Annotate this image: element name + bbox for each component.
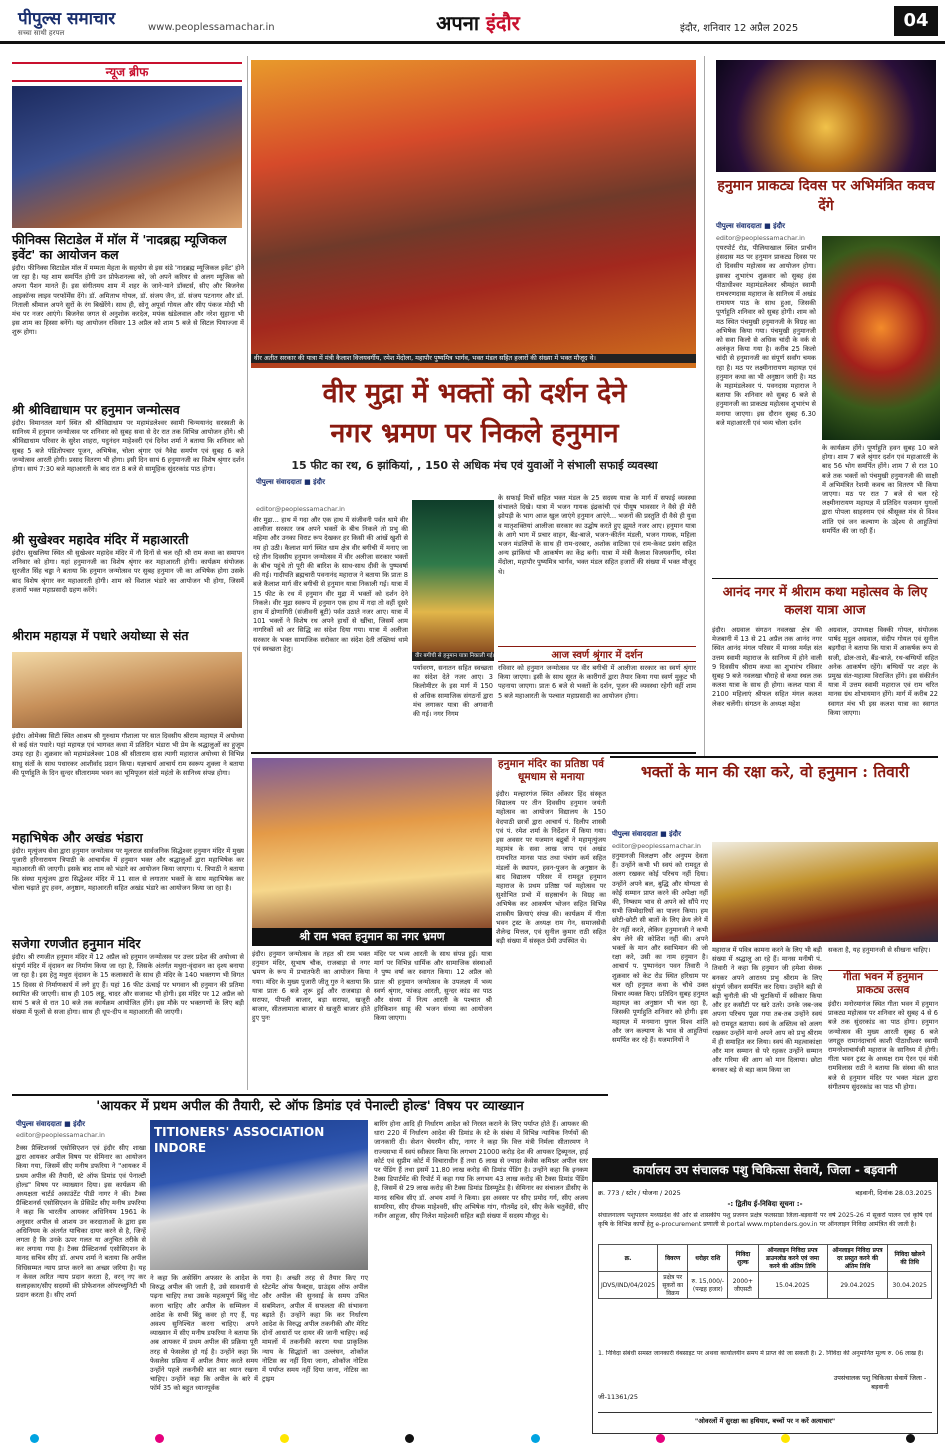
brief-body: इंदौर। ओमेक्स सिटी स्थित आश्रम श्री गुरुधाम गौशाला पर सात दिवसीय श्रीराम महायज्ञ में अयोध्या से कई संत पधारे। यहां महायज्ञ एवं भागवत कथा में प्रतिदिन भंडारा भी प्रेम के श्रद्धालुओं का हुजूम उमड़ रहा है। शुक्रवार को महामंडलेश्वर 108 श्री सीताराम दास त्यागी महाराज अयोध्या से विभिन्न साधु संतों के साथ पधारकर आशीर्वाद प्रदान किया। यज्ञाचार्य आचार्य राम स्वरूप शुक्ला ने बताया की पूर्णाहुति के दिन सुन्दर सीतारामम भवन का भूमिपूजन संतो महंतो के सानिध्य संपन्न होगा। — [12, 732, 244, 777]
section-divider — [251, 752, 696, 754]
byline: पीपुल्स संवाददाता ■ इंदौर — [256, 478, 325, 486]
table-cell: रु. 15,000/- (पन्द्रह हजार) — [688, 1272, 728, 1299]
tender-intro: संचालनालय पशुपालन मध्यप्रदेश की ओर से शासकीय पशु प्रजनन प्रक्षेत्र फलसाडा जिला-बड़वानी पर वर्ष 2025-26 में सूकरों पालन एवं कृषि एवं कृषि के विभिन्न कार्यों हेतु e-procurement प्रणाली से portal www.mptenders.gov.in पर ऑनलाइन निविदा आमंत्रित की जाती है। — [598, 1212, 932, 1228]
brief-item — [12, 628, 244, 643]
pratistha-headline: हनुमान मंदिर का प्रतिष्ठा पर्व धूमधाम से मनाया — [498, 758, 604, 783]
header-cell: ऑनलाइन निविदा प्रपत्र दर प्रस्तुत करने की अंतिम तिथि — [827, 1245, 888, 1272]
tiwari-body-c: सकता है, यह हनुमानजी से सीखना चाहिए। — [828, 946, 931, 954]
gita-body: इंदौर। मनोरमागंज स्थित गीता भवन में हनुमान प्राकट्य महोत्सव पर शनिवार को सुबह 4 से 6 बजे तक सुंदरकांड का पाठ होगा। हनुमान जन्मोत्सव की मुख्य आरती सुबह 6 बजे जगद्गुरु रामानंदाचार्य काशी पीठाधीश्वर स्वामी रामनरेशाचार्यजी महाराज के सानिध्य में होगी। गीता भवन ट्रस्ट के अध्यक्ष राम ऐरन एवं मंत्री रामविलास राठी ने बताया कि संस्था की सात बजे से हनुमान मंदिर पर भक्त मंडल द्वारा संगीतमय सुंदरकांड का पाठ भी होगा। — [828, 1000, 938, 1091]
brief-headline: महाभिषेक और अखंड भंडारा — [12, 830, 143, 845]
kalash-body: इंदौर। अग्रवाल संगठन नवलखा क्षेत्र की मेजबानी में 13 से 21 अप्रैल तक आनंद नगर स्थित आनंद मंगल परिसर में मानस मर्मज्ञ संत उत्तम स्वामी महाराज के सानिध्य में होने वाली 9 दिवसीय श्रीराम कथा का शुभारंभ रविवार सुबह 9 बजे नवलखा चौराहे से कथा स्थल तक कलश यात्रा के साथ ही होगा। कलश यात्रा में 2100 महिलाएं श्रीफल सहित मंगल कलश लेकर चलेंगी। संगठन के अध्यक्ष महेश — [712, 626, 822, 708]
lead-subhead-2: आज स्वर्ण श्रृंगार में दर्शन — [498, 646, 696, 662]
tiwari-body-b: महाराज में पवित्र कामना करने के लिए भी बड़ी संख्या में श्रद्धालु आ रहे हैं। मानस मनीषी पं. तिवारी ने कहा कि हनुमान जी हमेशा सेवक बनकर अपने आराध्य प्रभु श्रीराम के लिए संपूर्ण जीवन समर्पित कर दिया। उन्होंने बड़ी से बड़ी चुनौती की भी चुटकियों में स्वीकार किया और हर कसौटी पर खरे उतरे। उनके जब-जब अपना परिचय पूछा गया तब-तब उन्होंने स्वयं को रामदूत बताया। स्वयं के अस्तित्व को अलग रखकर उन्होंने मानो अपने आप को प्रभु श्रीराम में ही समाहित कर लिया। स्वयं की महत्वाकांक्षा और मान सम्मान से परे रहकर उन्होंने सम्मान और गरिमा की आग को मान दिलाया। छोटा बनकर बड़े से बड़ा काम किया जा — [712, 946, 822, 1074]
association-banner: TITIONERS' ASSOCIATION INDORE — [154, 1125, 325, 1155]
column-rule — [247, 56, 248, 1090]
header-cell: ऑनलाइन निविदा प्रपत्र डाउनलोड करने एवं जमा करने की अंतिम तिथि — [758, 1245, 827, 1272]
lead-headline-line-1: वीर मुद्रा में भक्तों को दर्शन देने — [322, 378, 627, 409]
lead-headline-line-2: नगर भ्रमण पर निकले हनुमान — [330, 418, 619, 449]
byline: पीपुल्स संवाददाता ■ इंदौर — [612, 830, 681, 838]
brief-body: इंदौर। विमानतल मार्ग स्थित श्री श्रीविद्याधाम पर महामंडलेश्वर स्वामी चिन्मयानंद सरस्वती के सानिध्य में हनुमान जन्मोत्सव पर शनिवार को सुबह सवा से देर रात तक विभिन्न आयोजन होंगे। श्री श्रीविद्याधाम परिवार के सुरेश शाहरा, यदुनंदन माहेश्वरी एवं दिनेश शर्मा ने बताया कि शनिवार को सुबह 5 बजे पंडितोपचार पूजन, अभिषेक, चोला श्रृंगार एवं नैवेद्य समर्पण एवं सुबह 6 बजे जन्मोत्सव आरती होगी। प्रसाद वितरण भी होगा। इसी दिन सायं 6 हनुमानजी का विशेष श्रृंगार दर्शन होगा। सायं 7:30 बजे महाआरती के बाद रात 8 बजे से सामूहिक सुंदरकांड पाठ होगा। — [12, 419, 244, 474]
table-cell: 29.04.2025 — [827, 1272, 888, 1299]
kavach-headline: हनुमान प्राकट्य दिवस पर अभिमंत्रित कवच देंगे — [717, 178, 935, 214]
pratistha-body: इंदौर। मल्हारगंज स्थित ओंकार हिंद संस्कृत विद्यालय पर तीन दिवसीय हनुमान जयंती महोत्सव का आयोजन विद्यालय के 150 वेदपाठी छात्रों द्वारा आचार्य पं. दिलीप शास्त्री एवं पं. रमेश शर्मा के निर्देशन में किया गया। इस अवसर पर यजमान बद्रुबों ने महामृत्युंजय महामंत्र के सवा लाख जाप एवं अखंड रामचरित मानस पाठ तथा पंचांग कर्म सहित मंडलों के स्थापन, हवन-पूजन के अनुष्ठान के बाद विद्यालय परिसर में रामदूत हनुमान महाराज के प्रथम प्रतिष्ठा पर्व महोत्सव पर सुशोभित प्रभो में सहस्रार्चन के विग्रह का अभिषेक कर आकर्षण भोजन सहित विभिन्न शास्त्रीय क्रियाएं संपन्न की। कार्यक्रम में गीता भवन ट्रस्ट के अध्यक्ष राम गेन, समाजसेवी शैलेन्द्र मित्तल, एवं सुनील कुमार राठी सहित बड़ी संख्या में संस्कृत प्रेमी उपस्थित थे। — [496, 790, 606, 946]
tender-slogan: "ओवरलों में सुरक्षा का हथियार, बच्चों पर न करें अत्याचार" — [598, 1412, 932, 1425]
kavach-body: एयरपोर्ट रोड, पीलियाखाल स्थित प्राचीन हंसदास मठ पर हनुमान प्राकट्य दिवस पर दो दिवसीय महोत्सव का आयोजन होगा। इसका शुभारंभ शुक्रवार को सुबह हंस पीठाधीश्वर महामंडलेश्वर श्रीमहंत स्वामी रामचरणदास महाराज के सानिध्य में अखंड रामायण पाठ के साथ हुआ, जिसकी पूर्णाहुति शनिवार को सुबह होगी। शाम को मठ स्थित पंचमुखी हनुमानजी के विग्रह का अभिषेक किया गया। पंचमुखी हनुमानजी को सवा किलो से अधिक चांदी के वर्क से अलंकृत किया गया है। करीब 25 किलो चांदी से हनुमानजी का संपूर्ण सर्वांग चमक रहा है। मठ पर लक्ष्मीनारायण महायज्ञ एवं हनुमान कथा का भी अनुष्ठान जारी है। मठ के महामंडलेश्वर पं. पवनदास महाराज ने बताया कि शनिवार को सुबह 6 बजे से हनुमानजी का प्राकट्य महोत्सव शुभारंभ से मनाया जाएगा। इस दौरान सुबह 6.30 बजे महाआरती एवं भव्य चोला दर्शन — [716, 244, 816, 427]
news-brief-header: न्यूज ब्रीफ — [12, 62, 242, 82]
tender-title: कार्यालय उप संचालक पशु चिकित्सा सेवायें, जिला - बड़वानी — [592, 1158, 938, 1182]
header-cell: निविदा शुल्क — [728, 1245, 758, 1272]
header-cell: क्र. — [599, 1245, 658, 1272]
column-rule — [704, 56, 705, 756]
cyan-dot — [30, 1434, 39, 1443]
page-number: 04 — [894, 6, 938, 36]
tender-refline — [598, 1188, 932, 1197]
tiwari-body: हनुमानजी विलक्षण और अनुपम देवता हैं। उन्होंने कभी भी स्वयं को रामदूत से अलग रखकर कोई परिचय नहीं दिया। उन्होंने अपने बल, बुद्धि और योग्यता से कोई सम्मान प्राप्त करने की अपेक्षा नहीं की, निष्काम भाव से अपने को सौंपे गए सभी जिम्मेदारियों का पालन किया। हम छोटी-छोटी सी बातों के लिए क्रेय लेने में देर नहीं करते, लेकिन हनुमानजी ने कभी श्रेय लेने की कोशिश नहीं की। अपने भक्तों के मान और स्वाभिमान की जो रक्षा करे, उसी का नाम हनुमान है। आचार्य प. पुष्पानंदन पवन तिवारी ने शुक्रवार को केट रोड स्थित हरिधाम पर चल रही हनुमत कथा के चौथे उक्त विचार व्यक्त किए। प्रतिदिन सुबह हनुमत महायज्ञ का अनुष्ठान भी चल रहा है, जिसकी पूर्णाहुति शनिवार को होगी। इस महायज्ञ में मनमाना युगल विश्व शांति और जन कल्याण के भाव से आहुतियां समर्पित कर रहे हैं। यजमानियों ने — [612, 852, 708, 1045]
tender-ref: क्र. 773 / स्टोर / योजना / 2025 — [598, 1189, 681, 1197]
lead-byline-box — [256, 478, 406, 487]
table-row — [599, 1272, 932, 1299]
email-link[interactable]: editor@peoplessamachar.in — [16, 1131, 105, 1139]
kalash-headline: आनंद नगर में श्रीराम कथा महोत्सव के लिए कलश यात्रा आज — [722, 585, 928, 618]
table-cell: JDVS/IND/04/2025 — [599, 1272, 658, 1299]
kavach-body-b: के कार्यक्रम होंगे। पूर्णाहुति हवन सुबह 10 बजे होगा। शाम 7 बजे श्रृंगार दर्शन एवं महाआरती के बाद 56 भोग समर्पित होंगे। शाम 7 से रात 10 बजे तक भक्तों को पंचमुखी हनुमानजी की साक्षी में अभिमंत्रित रेशमी कवच का वितरण भी किया जाएगा। मठ पर रात 7 बजे से चल रहे लक्ष्मीनारायण महायज्ञ में प्रतिदिन यजमान युगलों द्वारा पोपला साहस्नाम एवं श्रीसूक्त मंत्र से विश्व शांति एवं जन कल्याण के उद्देश्य से आहुतियां समर्पित की जा रही हैं। — [822, 444, 938, 535]
tender-code: जी-11361/25 — [598, 1393, 638, 1401]
header-cell: धरोहर राशि — [688, 1245, 728, 1272]
lead-body-col-3: के सफाई मित्रों सहित भक्त मंडल के 25 सदस्य यात्रा के मार्ग में सफाई व्यवस्था संभालते दिखे। यात्रा में भजन गायक इंद्रकांची एवं पीयूष भावसार ने वैसे ही मेरी झोपड़ी के भाग आज खुल जाएंगे हनुमान आएंगे... भजनों की प्रस्तुति दी वैसे ही युवा व मातृशक्तियां आलीजा सरकार का उद्घोष करते हुए झूमते नजर आए। हनुमान यात्रा के आगे भाग में प्रचार वाहन, बैंड-बाजे, भजन-कीर्तन मंडली, भजन गायक, महिला भजन मंडलियों के साथ ही राम-दरबार, अशोक वाटिका एवं राम-केवट प्रसंग सहित अन्य झांकियां भी आकर्षण का केंद्र बनी। यात्रा में मंत्री कैलाश विजयवर्गीय, रमेश मेंदोला, महापौर पुष्यमित्र भार्गव, भक्त मंडल सहित हजारों की संख्या में भक्त मौजूद थे। — [498, 494, 696, 576]
kalash-body-b: अग्रवाल, उपाध्यक्ष विक्की गोयल, संयोजक पार्षद मृदुल अग्रवाल, संदीप गोयल एवं सुनील बड़गौदा ने बताया कि यात्रा में आकर्षक रूप से सजी, ढोल-ताशे, बैंड-बाजे, रथ-बग्घियों सहित अनेक आकर्षण रहेंगे। बग्घियों पर शहर के प्रमुख संत-महात्मा विराजित होंगे। इस संकीर्तन यात्रा में उत्तम स्वामी महाराज एवं राम चरित मानस ग्रंथ शोभायमान होंगे। मार्ग में करीब 22 स्वागत मंच भी इस कलश यात्रा का स्वागत किया जाएगा। — [828, 626, 938, 717]
lead-body-col-1: वीर मुद्रा... हाथ में गदा और एक हाथ में संजीवनी पर्वत थामे वीर आलीजा सरकार जब अपने भक्तों के बीच निकले तो प्रभु की महिमा और उनका विराट रूप देखकर हर किसी की आंखें खुशी से नम हो उठी। कैलाश मार्ग स्थित धाम क्षेत्र वीर बगीची में मनाए जा रहे तीन दिवसीय हनुमान जन्मोत्सव में वीर अलीजा सरकार भक्तों के बीच पहुंचे तो पूरी की बारिश के साथ-साथ दीवी के पुष्पवर्षा की गई। गादीपति ब्रह्मचारी पवनानंद महाराज ने बताया कि प्रातः 8 बजे कैलाश मार्ग वीर बगीची से हनुमान यात्रा निकाली गई। यात्रा में 15 फीट के रथ में हनुमान वीर मुद्रा में भक्तों को दर्शन देने निकले। वीर मुद्रा स्वरूप में हनुमान एक हाथ में गदा तो वहीं दूसरे हाथ में द्रोणागिरी (संजीवनी बूटी) पर्वत उठाते नजर आए। यात्रा में 101 भक्तों ने विशेष रथ अपने हाथों से खींचा, जिसमें आम नागरिकों को अर सिद्धि का संदेश दिया गया। यात्रा में अलीजा सरकार के भक्त सामाजिक सरोकार का संदेश देती तख्तियां थामे एवं स्वच्छता हेतु। — [253, 516, 408, 653]
brief-headline: सजेगा रणजीत हनुमान मंदिर — [12, 936, 141, 951]
table-cell: 30.04.2025 — [888, 1272, 932, 1299]
lead-body-col-3b: रविवार को हनुमान जन्मोत्सव पर वीर बगीची में आलीजा सरकार का स्वर्ण श्रृंगार किया जाएगा। इसी के साथ सूरत के कारीगरों द्वारा तैयार किया गया स्वर्ण मुकुट भी पहनाया जाएगा। प्रातः 6 बजे से भक्तों के दर्शन, पूजन की व्यवस्था रहेगी वहीं शाम 5 बजे महाआरती के पश्चात महाप्रसादी का आयोजन होगा। — [498, 664, 696, 700]
section-title — [386, 10, 570, 36]
brief-headline: श्रीराम महायज्ञ में पधारे अयोध्या से संत — [12, 628, 189, 643]
magenta-dot — [155, 1434, 164, 1443]
print-registration-marks — [0, 1432, 945, 1445]
brief-body: इंदौर। फीनिक्स सिटाडेल मॉल में मम्मता मेहता के सहयोग से इस संडे 'नादब्रह्म म्यूजिकल इवेंट' होने जा रहा है। यह शाम समर्पित होगी उन प्रोफेशनल्स को, जो अपने करियर से अलग म्यूजिक को अपना पैशन मानते हैं। इस संगीतमय शाम में शहर के जाने-माने डॉक्टर्स, सीए और बिजनेस आइकॉन्स लाइव परफॉर्मेंस देंगे। डॉ. अमिताभ गोयल, डॉ. संजय जैन, डॉ. संजय पटनागर और डॉ. निताली श्रीमाल अपने सुरों के रंग बिखेरेंगे। साथ ही, सोनू अपूर्वा गोयल और सीए पंकज मोदी भी मंच पर नजर आएंगे। बिजनेस जगत से अनुशोक करदेल, मयंक खंडेलवाल और नरेश सुहाना भी इस शाम का हिस्सा बनेंगे। यह आयोजन रविवार 13 अप्रैल को शाम 5 बजे से सिटल पियाज्जा में शुरू होगा। — [12, 264, 244, 337]
tender-date: बड़वानी, दिनांक 28.03.2025 — [855, 1189, 932, 1197]
tax-headline: 'आयकर में प्रथम अपील की तैयारी, स्टे ऑफ डिमांड एवं पेनाल्टी होल्ड' विषय पर व्याख्यान — [96, 1099, 524, 1114]
newspaper-logo — [18, 6, 115, 38]
magenta-dot — [656, 1434, 665, 1443]
tender-notice-title: -: द्वितीय ई-निविदा सूचना :- — [727, 1200, 803, 1208]
table-cell: 2000+ जीएसटी — [728, 1272, 758, 1299]
seminar-photo — [150, 1120, 368, 1270]
tender-table-header — [599, 1245, 932, 1272]
yellow-dot — [781, 1434, 790, 1443]
tiwari-headline: भक्तों के मान की रक्षा करे, वो हनुमान : तिवारी — [640, 762, 910, 781]
lead-subhead: 15 फीट का रथ, 6 झांकियां, , 150 से अधिक मंच एवं युवाओं ने संभाली सफाई व्यवस्था — [291, 459, 658, 472]
tender-notes: 1. निविदा संबंधी समस्त जानकारी वेबसाइट पर अथवा कार्यालयीन समय में प्राप्त की जा सकती है। 2. निविदा की अनुमानित मूल्य रु. 06 लाख है। — [598, 1350, 924, 1357]
brief-headline: श्री श्रीविद्याधाम पर हनुमान जन्मोत्सव — [12, 402, 180, 417]
brief-item — [12, 402, 244, 531]
brief-body: इंदौर। मृत्युंजय सेवा द्वारा हनुमान जन्मोत्सव पर मूलराज सार्वजनिक सिद्धेश्वर हनुमान मंदिर में मुख्य पुजारी हरिनारायण त्रिपाठी के आचार्यत्व में हनुमान भक्त और श्रद्धालुओं द्वारा महाभिषेक कर महाआरती की जाएगी। इसके बाद शाम को भंडारे का आयोजन किया जाएगा। पं. त्रिपाठी ने बताया कि संस्था मृत्युंजय द्वारा सिद्धेश्वर मंदिर में 11 साल से लगातार भक्तों के साथ महाभिषेक कर चोला चढ़ाते हुए हवन, अनुष्ठान, महाआरती सहित अखंड भंडारे का आयोजन किया जा रहा है। — [12, 847, 244, 892]
tax-body-col-3: गया है। अच्छी तरह से तैयार किए गए स्टेटमेंट ऑफ फैक्ट्स, ग्राउंड्स ऑफ अपील और अपील की सुनवाई के समय उचित सबमिशन, अपील में सफलता की संभावना बढ़ाते हैं। उन्होंने कहा कि कर निर्धारण आदेश के विरुद्ध अपील तकनीकी और मेरिट दोनों आधारों पर दायर की जानी चाहिए। कई मामलों में तकनीकी कारण यथा प्राकृतिक न्याय के सिद्धांतों का उल्लंघन, शोकॉज नोटिस का नहीं दिया जाना, शोकॉज नोटिस में पर्याप्त समय नहीं दिया जाना, नोटिस का ट्राइम — [262, 1274, 368, 1384]
byline: पीपुल्स संवाददाता ■ इंदौर — [716, 222, 785, 230]
tender-signature: उपसंचालक पशु चिकित्सा सेवायें जिला - बड़वानी — [833, 1374, 927, 1391]
lead-photo — [251, 60, 696, 368]
section-title-b: इंदौर — [486, 11, 520, 35]
section-divider — [12, 1094, 608, 1096]
nagar-body-col-2: मंदिर पर भव्य आरती के साथ संपन्न हुई। यात्रा मार्ग पर विभिन्न धार्मिक और सामाजिक संस्थाओं ने पुष्प वर्षा कर स्वागत किया। 12 अप्रैल को प्रातः श्री हनुमान जन्मोत्सव के उपलक्ष्य में भव्य स्वर्ण श्रृंगार, फांकड़ आरती, सुन्दर कांड का पाठ और संध्या में नित्य आरती के पश्चात श्री हरिकिशन साहू की भजन संध्या का आयोजन किया जाएगा। — [374, 950, 492, 1023]
nagar-bhraman-photo — [252, 758, 492, 928]
header-cell: निविदा खोलने की तिथि — [888, 1245, 932, 1272]
brief-item — [12, 830, 244, 939]
table-cell: प्रक्षेत्र पर सुकरों का विक्रय — [658, 1272, 688, 1299]
nagar-body-col-1: इंदौर। हनुमान जन्मोत्सव के तहत श्री राम भक्त हनुमान मंदिर, सुभाष चौक, राजबाड़ा से नगर भ्रमण के रूप में प्रभातफेरी का आयोजन किया गया। मंदिर के मुख्य पुजारी जीतू गुरु ने बताया कि यात्रा प्रातः 6 बजे शुरू हुई और राजबाड़ा से सराफा, पीपली बाजार, बड़ा सराफा, खजूरी बाजार, सीतलामाता बाजार से खजूरी बाजार होते हुए पुनः — [252, 950, 370, 1023]
brief-item — [12, 232, 244, 374]
logo-text: पीपुल्स समाचार — [18, 9, 116, 29]
nagar-bhraman-caption: श्री राम भक्त हनुमान का नगर भ्रमण — [252, 928, 492, 946]
email-link[interactable]: editor@peoplessamachar.in — [716, 234, 805, 242]
brief-item — [12, 532, 244, 625]
event-photo — [12, 86, 242, 228]
procession-photo — [412, 500, 494, 660]
email-link[interactable]: editor@peoplessamachar.in — [256, 505, 345, 513]
lead-headline — [253, 374, 696, 454]
logo-tagline: सच्चा साथी हरपल — [18, 29, 65, 37]
tax-body-col-4: बारिंग होना आदि ही निर्धारण आदेश को निरस्त कराने के लिए पर्याप्त होते हैं। आयकर की धारा 220 में निर्धारण आदेश की डिमांड के स्टे के संबंध में विभिन्न न्यायिक निर्णयों की जानकारी दी। सेशन चेयरमैन सीए, नागर ने कहा कि वित्त मंत्री निर्मला सीतारमण ने राज्यसभा में स्वयं स्वीकार किया कि लगभग 21000 करोड़ देश की आयकर ट्रिब्यूनल, हाई कोर्ट एवं सुप्रीम कोर्ट में विचाराधीन हैं तथा 6 लाख से ज्यादा केसेस कमिश्नर अपील स्तर पर पेंडिंग हैं तथा इसमें 11.80 लाख करोड़ की डिमांड पेंडिंग है। उन्होंने कहा कि इनकम टैक्स डिपार्टमेंट की रिपोर्ट में कहा गया कि लगभग 43 लाख करोड़ की टैक्स डिमांड पेंडिंग है, जिसमें से 29 लाख करोड़ की टैक्स डिमांड डिस्प्यूटेड है। सेमिनार का संचालन डीसीए के मानद सचिव सीए डॉ. अभय शर्मा ने किया। इस अवसर पर सीए प्रमोद गर्ग, सीए अजय सामरिया, सीए दीपक माहेश्वरी, सीए अभिषेक गांग, गौतमेंद्र दवे, सीए केके चतुर्वेदी, सीए नवीन आहूजा, सीए निलेश माहेश्वरी सहित बड़ी संख्या में सदस्य मौजूद थे। — [374, 1120, 588, 1221]
cyan-dot — [531, 1434, 540, 1443]
section-title-a: अपना — [436, 11, 487, 35]
brief-item — [12, 936, 244, 1099]
brief-body: इंदौर। श्री रणजीत हनुमान मंदिर में 12 अप्रैल को हनुमान जन्मोत्सव पर उत्तर प्रदेश की अयोध्या से संपूर्ण मंदिर में वृंदावन का निर्माण किया जा रहा है, जिसके अंतर्गत मथुरा-वृंदावन का दृश्य बनाया जा रहा है। इस हेतु मथुरा वृंदावन के 15 कलाकारों के साथ ही मंदिर के 140 भक्तगण भी विगत 15 दिवस से निर्माणकार्य में लगे हुए हैं। यहां 16 फीट ऊंचाई पर भगवान श्री हनुमान की प्रतिमा स्थापित की जाएगी। साथ ही 105 लड्डू, चादर और सजावट भी होगी। इस मंदिर पर 12 अप्रैल को सायं 5 बजे से रात 10 बजे तक कार्यक्रम आयोजित होंगे। इस मौके पर भक्तगणों के लिए बड़ी संख्या में फूलों से सजा होगा। साथ ही धूप-दीप व महाआरती की जाएगी। — [12, 953, 244, 1017]
black-dot — [405, 1434, 414, 1443]
saints-photo — [12, 652, 242, 728]
email-link[interactable]: editor@peoplessamachar.in — [612, 842, 701, 850]
tender-table — [598, 1244, 932, 1299]
lead-body-col-2: पर्यावरण, सनातन सहित स्वच्छता का संदेश देते नजर आए। 3 किलोमीटर के इस मार्ग में 150 से अधिक सामाजिक संगठनों द्वारा मंच लगाकर यात्रा की अगवानी की गई। नगर निगम — [413, 664, 493, 719]
yellow-dot — [280, 1434, 289, 1443]
header-cell: विवरण — [658, 1245, 688, 1272]
black-dot — [906, 1434, 915, 1443]
gita-headline: गीता भवन में हनुमान प्राकट्य उत्सव — [828, 970, 938, 997]
brief-headline: फीनिक्स सिटाडेल में मॉल में 'नादब्रह्म म्यूजिकल इवेंट' का आयोजन कल — [12, 232, 227, 262]
masthead — [0, 0, 945, 44]
section-divider — [712, 578, 938, 579]
brief-headline: श्री सुखेश्वर महादेव मंदिर में महाआरती — [12, 532, 189, 547]
brief-body: इंदौर। सुखलिया स्थित श्री सुखेश्वर महादेव मंदिर में नौ दिनों से चल रही श्री राम कथा का समापन शनिवार को होगा। यहां हनुमानजी का विशेष श्रृंगार कर महाआरती होगी। कार्यक्रम संयोजक सुरजीत सिंह चड्ढा ने बताया कि हनुमान जन्मोत्सव पर सुबह हनुमान जी का अभिषेक होगा उसके बाद विशेष श्रृंगार कर महाआरती होगी। शाम को विशाल भंडारे का आयोजन भी होगा, जिसमें हजारों भक्त महाप्रसादी ग्रहण करेंगे। — [12, 549, 244, 594]
tax-body-col-1: टैक्स प्रैक्टिशनर्स एसोसिएशन एवं इंदौर सीए शाखा द्वारा आयकर अपील विषय पर सेमिनार का आयोजन किया गया, जिसमें सीए मनीष डफरिया ने "आयकर में प्रथम अपील की तैयारी, स्टे ऑफ डिमांड एवं पेनाल्टी होल्ड" विषय पर व्याख्यान दिया। इस कार्यक्रम की अध्यक्षता चार्टर्ड अकाउंटेंट पीडी नागर ने की। टैक्स प्रैक्टिशनर्स एसोसिएशन के प्रेसिडेंट सीए मनीष डफरिया ने कहा कि भारतीय आयकर अधिनियम 1961 के अनुसार अपील से आशय उन करदाताओं के द्वारा इस अधिनियम के अंतर्गत याचिका दायर करने से है, जिन्हें लगता है कि उनके ऊपर गलत या अनुचित तरीके से कर लगाया गया है। टैक्स प्रैक्टिशनर्स एसोसिएशन के मानद सचिव सीए डॉ. अभय शर्मा ने बताया कि अपील विधिसम्मत न्याय प्राप्त करने का अच्छा जरिया है। यह न केवल त्वरित न्याय प्रदान करता है, वरन् नए कर सलाहकार/सीए सदस्यों की प्रोफेशनल ऑपरच्युनिटी भी प्रदान करता है। सीए शर्मा — [16, 1144, 146, 1300]
dateline: इंदौर, शनिवार 12 अप्रैल 2025 — [680, 23, 799, 34]
temple-night-photo — [716, 60, 936, 172]
byline: पीपुल्स संवाददाता ■ इंदौर — [16, 1120, 85, 1128]
procession-photo-caption: वीर बगीची से हनुमान यात्रा निकाली गई। — [412, 652, 494, 661]
table-cell: 15.04.2025 — [758, 1272, 827, 1299]
tax-body-col-2: ने कहा कि असेसिंग अफसर के आदेश के विरुद्ध अपील की जाती है, उसे सावधानी से पढ़ना चाहिए तथा उसके महत्वपूर्ण बिंदु नोट करना चाहिए और अपील के सम्मिलन में आदेश के सभी बिंदु कवर हो गए हैं, यह अवश्य सुनिश्चित करना चाहिए। अपने व्याख्यान में सीए मनीष डफरिया ने बताया कि अब आयकर में प्रथम अपील की प्रक्रिया पूरी तरह से फेसलेस हो गई है। उन्होंने कहा कि फेसलेस प्रक्रिया में अपील तैयार करते समय उन्होंने पहले तकनीकी बात का ध्यान रखना चाहिए। उन्होंने कहा कि अपील के बारे में फॉर्म 35 को बहुत ध्यानपूर्वक — [150, 1274, 258, 1393]
hanuman-idol-photo — [822, 236, 940, 440]
section-divider — [610, 756, 938, 758]
lead-photo-caption: वीर अतीत सरकार की यात्रा में मंत्री कैलाश विजयवर्गीय, रमेश मेंदोला, महापौर पुष्यमित्र भार्गव, भक्त मंडल सहित हजारों की संख्या में भक्त मौजूद थे। — [251, 354, 696, 363]
tiwari-photo — [712, 842, 938, 942]
website-url[interactable]: www.peoplessamachar.in — [148, 22, 275, 33]
